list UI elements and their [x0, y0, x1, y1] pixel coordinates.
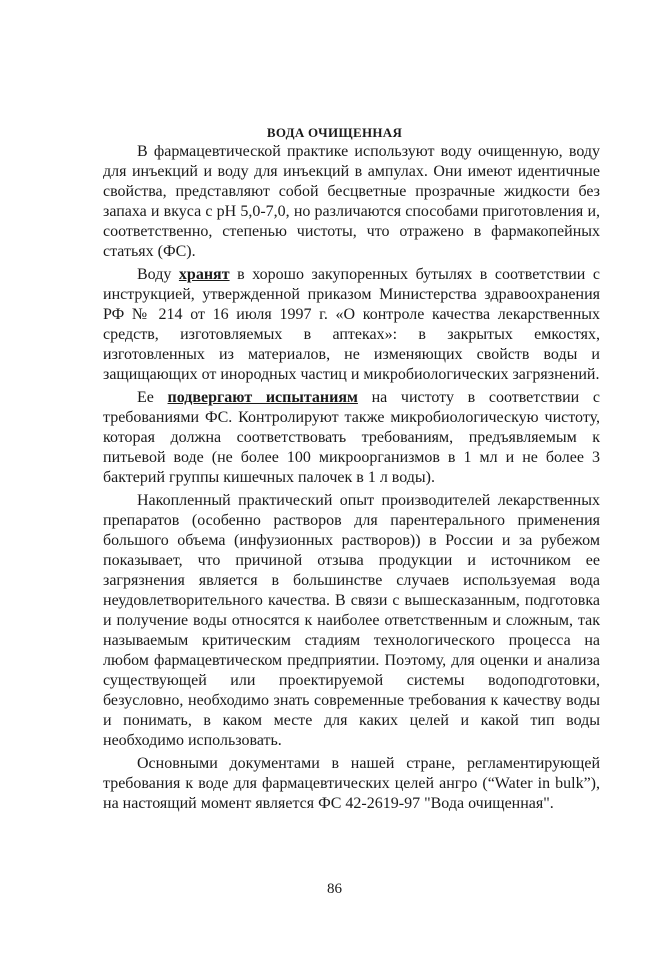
paragraph-2-rest: в хорошо закупоренных бутылях в соответствии с инструкцией, утвержденной приказом Министерства здравоохранения РФ № 214 от 16 июля 1997 г. «О контроле качества лекарственных средств, изготовляемых в аптеках»: в закрытых емкостях, изготовленных из материалов, не изменяющих свойств воды и защищающих от инородных частиц и микробиологических загрязнений. [103, 266, 600, 383]
paragraph-3-start: Ее [137, 389, 168, 406]
page-number: 86 [327, 881, 342, 897]
paragraph-1: В фармацевтической практике используют воду очищенную, воду для инъекций и воду для инъекций в ампулах. Они имеют идентичные свойства, представляют собой бесцветные прозрачные жидкости без запаха и вкуса с pH 5,0-7,0, но различаются способами приготовления и, соответственно, степенью чистоты, что отражено в фармакопейных статьях (ФС). [103, 143, 600, 260]
paragraph-3-rest: на чистоту в соответствии с требованиями ФС. Контролируют также микробиологическую чистоту, которая должна соответствовать требованиям, предъявляемым к питьевой воде (не более 100 микроорганизмов в 1 мл и не более 3 бактерий группы кишечных палочек в 1 л воды). [103, 389, 601, 486]
keyword-store: хранят [178, 266, 230, 283]
paragraph-5: Основными документами в нашей стране, регламентирующей требования к воде для фармацевтических целей ангро (“Water in bulk”), на настоящий момент является ФС 42-2619-97 "Вода очищенная". [103, 755, 600, 812]
section-title: ВОДА ОЧИЩЕННАЯ [266, 125, 403, 140]
paragraph-4: Накопленный практический опыт производителей лекарственных препаратов (особенно растворов для парентерального применения большого объема (инфузионных растворов)) в России и за рубежом показывает, что причиной отзыва продукции и источником ее загрязнения является в большинстве случаев используемая вода неудовлетворительного качества. В связи с вышесказанным, подготовка и получение воды относятся к наиболее ответственным и сложным, так называемым критическим стадиям технологического процесса на любом фармацевтическом предприятии. Поэтому, для оценки и анализа существующей или проектируемой системы водоподготовки, безусловно, необходимо знать современные требования к качеству воды и понимать, в каком месте для каких целей и какой тип воды необходимо использовать. [103, 492, 600, 749]
paragraph-3 [103, 388, 600, 488]
paragraph-2 [103, 265, 600, 385]
paragraph-2-start: Воду [137, 266, 179, 283]
keyword-tested: подвергают испытаниям [167, 389, 358, 406]
body-text [103, 142, 600, 814]
